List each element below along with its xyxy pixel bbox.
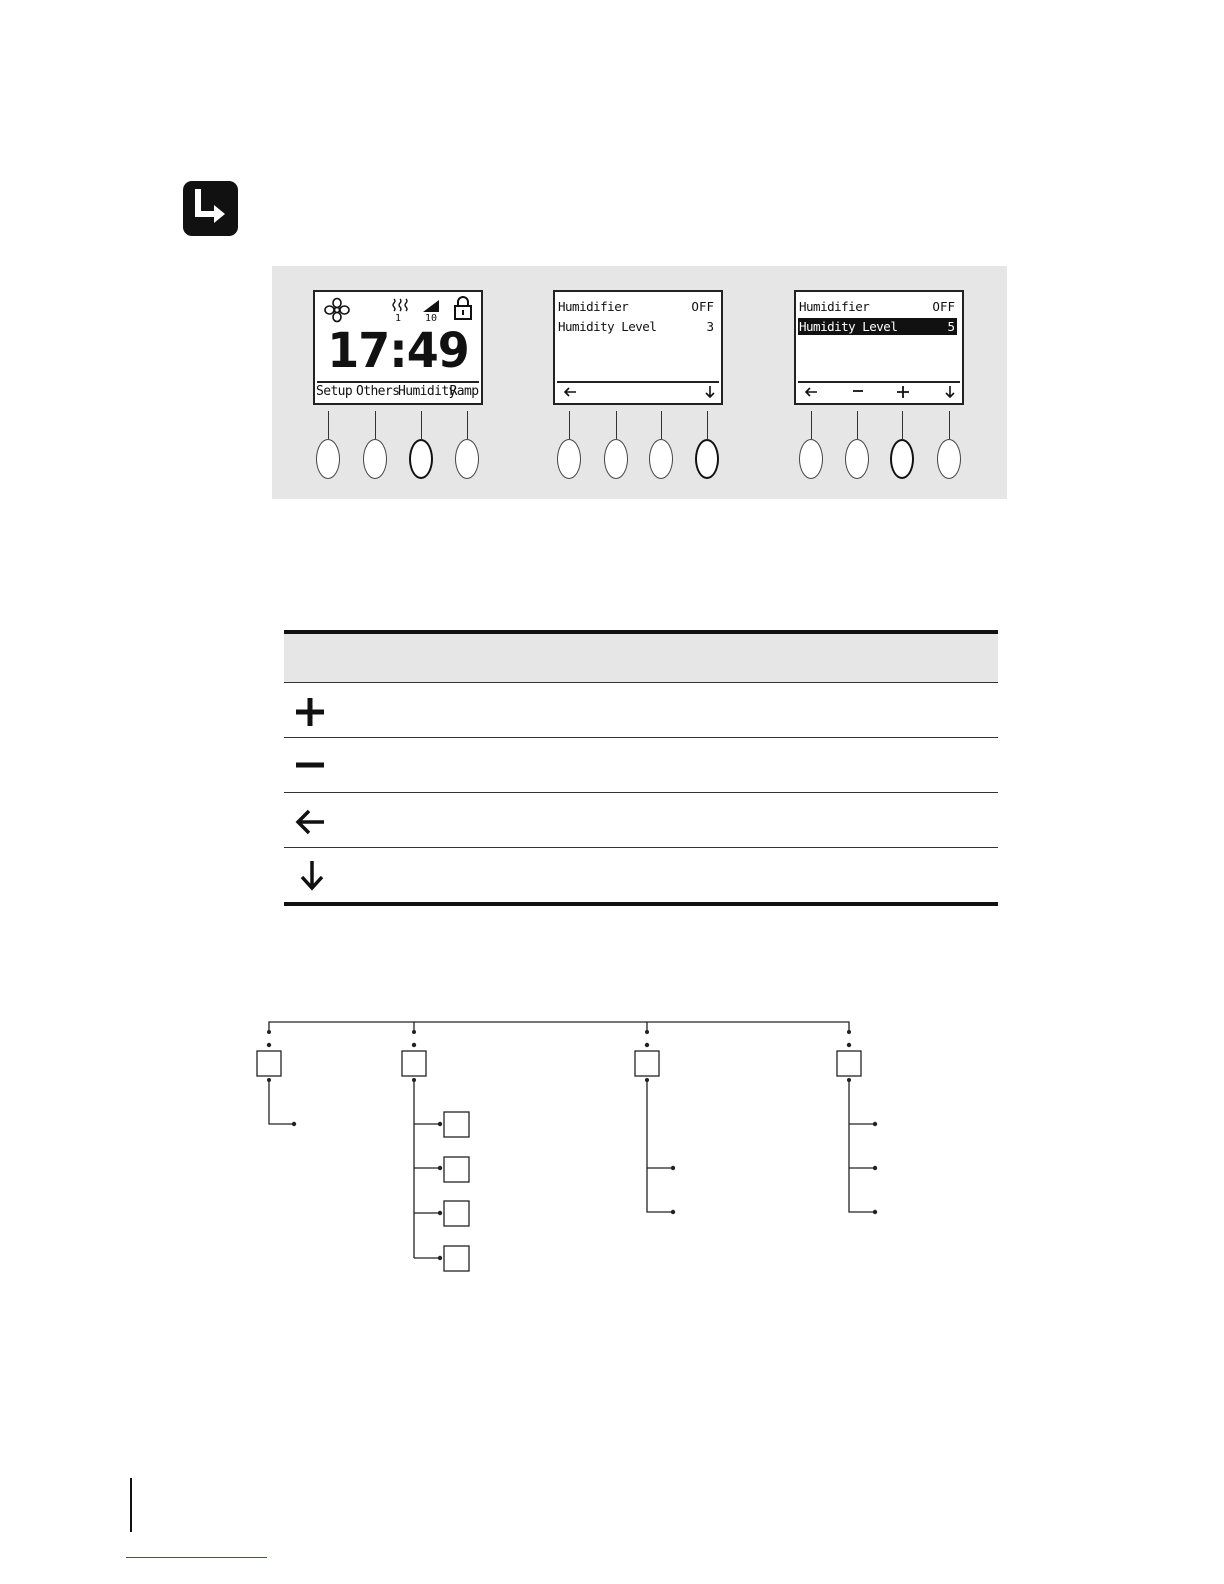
- heater-level-value: 1: [395, 313, 402, 324]
- panel-button-3[interactable]: [649, 439, 673, 479]
- panel-button-2[interactable]: [845, 439, 869, 479]
- back-arrow-icon: [294, 803, 328, 839]
- softkey-ramp: Ramp: [449, 384, 479, 399]
- tree-node-2: [402, 1051, 426, 1076]
- tree-child-box: [444, 1201, 469, 1226]
- tree-node-4: [837, 1051, 861, 1076]
- panel-button-3-pressed[interactable]: [409, 439, 433, 479]
- softkey-setup: Setup: [316, 384, 353, 399]
- menu-tree-diagram: [240, 1010, 900, 1280]
- table-header: [284, 634, 998, 683]
- down-arrow-icon: [294, 858, 328, 894]
- tree-node-3: [635, 1051, 659, 1076]
- clock-time: 17:49: [327, 321, 469, 379]
- key-legend-table: [284, 630, 998, 906]
- lcd-humidity-menu-screen: [553, 290, 723, 405]
- menu-row-label: Humidifier: [799, 299, 870, 314]
- panel-button-4[interactable]: [937, 439, 961, 479]
- menu-row-value: OFF: [691, 299, 714, 314]
- menu-row-label: Humidity Level: [558, 319, 657, 334]
- signal-icon: [422, 299, 440, 313]
- lcd-humidity-edit-screen: [794, 290, 964, 405]
- menu-row-label: Humidifier: [558, 299, 629, 314]
- control-panel-illustration: [272, 266, 1007, 499]
- down-arrow-icon: [942, 385, 958, 399]
- table-row-minus: [284, 738, 998, 793]
- tree-node-1: [257, 1051, 281, 1076]
- back-arrow-icon: [562, 385, 578, 399]
- table-row-back: [284, 793, 998, 848]
- panel-button-3-pressed[interactable]: [890, 439, 914, 479]
- softkey-divider: [798, 381, 960, 383]
- back-arrow-icon: [803, 385, 819, 399]
- menu-row-humidifier: [798, 298, 957, 315]
- softkey-others: Others: [356, 384, 400, 399]
- menu-row-value: 5: [947, 319, 955, 334]
- tree-child-box: [444, 1246, 469, 1271]
- menu-row-label: Humidity Level: [799, 319, 898, 334]
- plus-icon: [294, 693, 328, 729]
- menu-row-humidity-level-selected: [798, 318, 957, 335]
- panel-button-2[interactable]: [363, 439, 387, 479]
- panel-button-2[interactable]: [604, 439, 628, 479]
- tree-child-box: [444, 1112, 469, 1137]
- panel-button-1[interactable]: [799, 439, 823, 479]
- margin-rule: [130, 1478, 132, 1532]
- panel-button-4[interactable]: [455, 439, 479, 479]
- lcd-home-screen: [313, 290, 483, 405]
- minus-icon: [850, 385, 866, 399]
- lock-icon: [453, 295, 473, 321]
- panel-button-4-pressed[interactable]: [695, 439, 719, 479]
- down-arrow-icon: [702, 385, 718, 399]
- menu-row-humidity-level: [557, 318, 716, 335]
- menu-row-value: 3: [706, 319, 714, 334]
- table-row-plus: [284, 683, 998, 738]
- plus-icon: [895, 385, 911, 399]
- fan-icon: [323, 297, 351, 323]
- panel-button-1[interactable]: [316, 439, 340, 479]
- table-row-down: [284, 848, 998, 906]
- footer-link-underline[interactable]: [126, 1557, 267, 1558]
- menu-row-value: OFF: [932, 299, 955, 314]
- tree-child-box: [444, 1157, 469, 1182]
- minus-icon: [294, 748, 328, 784]
- softkey-divider: [557, 381, 719, 383]
- signal-level-value: 10: [425, 313, 438, 324]
- return-arrow-icon: [183, 181, 238, 236]
- softkey-humidity: Humidity: [398, 384, 456, 399]
- menu-row-humidifier: [557, 298, 716, 315]
- panel-button-1[interactable]: [557, 439, 581, 479]
